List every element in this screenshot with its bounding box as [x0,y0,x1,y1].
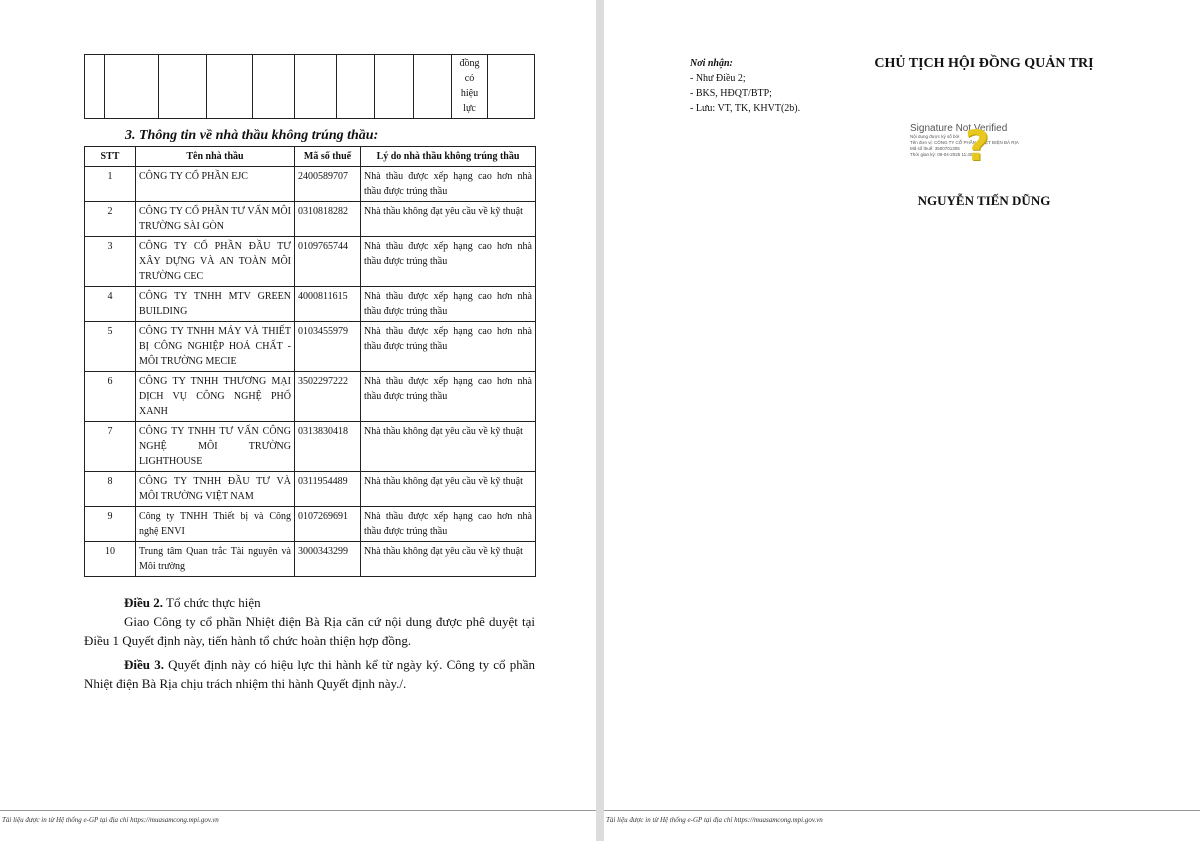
table-row [85,422,536,472]
article-2-label: Điều 2. [124,595,163,610]
unsuccessful-bidders-table [84,146,536,577]
table-cell [295,55,337,119]
row-stt: 9 [85,507,136,542]
header-stt: STT [85,147,136,167]
table-cell-continued [452,55,488,119]
row-reason: Nhà thầu được xếp hạng cao hơn nhà thầu được trúng thầu [361,287,536,322]
table-cell [207,55,253,119]
row-tax-code: 4000811615 [295,287,361,322]
footer-text: Tài liệu được in từ Hệ thống e-GP tại địa chỉ https://muasamcong.mpi.gov.vn [606,816,823,824]
signature-detail: Thời gian ký: 09-04-2025 11:40:54 [910,152,979,157]
table-cell [253,55,295,119]
article-2 [84,593,535,612]
row-tax-code: 2400589707 [295,167,361,202]
row-tax-code: 3000343299 [295,542,361,577]
page-footer [0,810,596,824]
table-cell [414,55,452,119]
table-cell [488,55,535,119]
row-bidder-name: CÔNG TY TNHH ĐẦU TƯ VÀ MÔI TRƯỜNG VIỆT NAM [136,472,295,507]
row-reason: Nhà thầu không đạt yêu cầu về kỹ thuật [361,422,536,472]
table-row [85,287,536,322]
table-row [85,322,536,372]
row-tax-code: 0103455979 [295,322,361,372]
table-row [85,202,536,237]
digital-signature-box[interactable] [910,123,1070,173]
row-tax-code: 0311954489 [295,472,361,507]
table-row [85,372,536,422]
cell-line: hiệu [460,88,479,99]
row-bidder-name: CÔNG TY CỔ PHẦN ĐẦU TƯ XÂY DỰNG VÀ AN TOÀN MÔI TRƯỜNG CEC [136,237,295,287]
table-row [85,167,536,202]
article-3 [84,655,535,693]
row-bidder-name: Trung tâm Quan trắc Tài nguyên và Môi trường [136,542,295,577]
recipient-item: - Như Điều 2; [690,73,746,84]
table-cell [105,55,159,119]
row-bidder-name: CÔNG TY TNHH TƯ VẤN CÔNG NGHỆ MÔI TRƯỜNG LIGHTHOUSE [136,422,295,472]
document-page-left [0,0,596,841]
row-reason: Nhà thầu được xếp hạng cao hơn nhà thầu được trúng thầu [361,167,536,202]
row-reason: Nhà thầu được xếp hạng cao hơn nhà thầu được trúng thầu [361,322,536,372]
row-reason: Nhà thầu không đạt yêu cầu về kỹ thuật [361,472,536,507]
signature-status: Signature Not Verified [910,123,1008,134]
table-cell [159,55,207,119]
row-tax-code: 0310818282 [295,202,361,237]
row-tax-code: 3502297222 [295,372,361,422]
row-reason: Nhà thầu không đạt yêu cầu về kỹ thuật [361,542,536,577]
row-bidder-name: CÔNG TY TNHH MTV GREEN BUILDING [136,287,295,322]
table-cell [85,55,105,119]
table-cell [375,55,414,119]
table-body [85,167,536,577]
row-stt: 3 [85,237,136,287]
footer-text: Tài liệu được in từ Hệ thống e-GP tại địa chỉ https://muasamcong.mpi.gov.vn [2,816,219,824]
row-stt: 7 [85,422,136,472]
question-mark-icon: ? [965,121,990,170]
row-stt: 4 [85,287,136,322]
recipients-title: Nơi nhận: [690,58,733,69]
cell-line: đồng [459,58,480,69]
recipients-block [690,56,800,116]
signer-name: NGUYỄN TIẾN DŨNG [917,193,1051,208]
table-row [85,472,536,507]
row-reason: Nhà thầu được xếp hạng cao hơn nhà thầu được trúng thầu [361,237,536,287]
previous-table-fragment [84,54,535,119]
row-stt: 6 [85,372,136,422]
signature-detail: Nội dung được ký số bởi [910,134,960,139]
cell-line: có [464,73,475,84]
article-3-text: Quyết định này có hiệu lực thi hành kể từ ngày ký. Công ty cổ phần Nhiệt điện Bà Rịa chịu trách nhiệm thi hành Quyết định này./. [84,657,536,691]
row-bidder-name: CÔNG TY TNHH MÁY VÀ THIẾT BỊ CÔNG NGHIỆP HOÁ CHẤT - MÔI TRƯỜNG MECIE [136,322,295,372]
row-stt: 8 [85,472,136,507]
page-footer [604,810,1200,824]
row-tax-code: 0109765744 [295,237,361,287]
section-title: 3. Thông tin về nhà thầu không trúng thầu: [125,128,379,143]
recipient-item: - Lưu: VT, TK, KHVT(2b). [690,103,801,114]
row-bidder-name: CÔNG TY TNHH THƯƠNG MẠI DỊCH VỤ CÔNG NGHỆ PHỐ XANH [136,372,295,422]
recipient-item: - BKS, HĐQT/BTP; [690,88,772,99]
cell-line: lực [463,103,476,114]
row-tax-code: 0313830418 [295,422,361,472]
table-row [85,507,536,542]
article-3-label: Điều 3. [124,657,164,672]
row-stt: 1 [85,167,136,202]
header-bidder-name: Tên nhà thầu [136,147,295,167]
row-bidder-name: CÔNG TY CỔ PHẦN EJC [136,167,295,202]
header-tax-code: Mã số thuế [295,147,361,167]
table-row [85,542,536,577]
signature-detail: Tên đơn vị: CÔNG TY CỔ PHẦN NHIỆT ĐIỆN BÀ RỊA [910,140,1019,145]
row-stt: 2 [85,202,136,237]
row-reason: Nhà thầu được xếp hạng cao hơn nhà thầu được trúng thầu [361,507,536,542]
article-2-text: Giao Công ty cổ phần Nhiệt điện Bà Rịa căn cứ nội dung được phê duyệt tại Điều 1 Quyết định này, tiến hành tổ chức hoàn thiện hợp đồng. [84,614,535,648]
row-tax-code: 0107269691 [295,507,361,542]
row-reason: Nhà thầu được xếp hạng cao hơn nhà thầu được trúng thầu [361,372,536,422]
document-page-right [604,0,1200,841]
row-bidder-name: Công ty TNHH Thiết bị và Công nghệ ENVI [136,507,295,542]
header-reason: Lý do nhà thầu không trúng thầu [361,147,536,167]
article-2-body [84,612,535,650]
table-header-row [85,147,536,167]
page-separator [596,0,604,841]
signature-detail: Mã số thuế: 3500701305 [910,146,960,151]
table-row [85,237,536,287]
row-stt: 5 [85,322,136,372]
row-reason: Nhà thầu không đạt yêu cầu về kỹ thuật [361,202,536,237]
chairman-title: CHỦ TỊCH HỘI ĐỒNG QUẢN TRỊ [874,56,1094,71]
table-cell [337,55,375,119]
article-2-heading: Tổ chức thực hiện [166,595,261,610]
row-stt: 10 [85,542,136,577]
row-bidder-name: CÔNG TY CỔ PHẦN TƯ VẤN MÔI TRƯỜNG SÀI GÒN [136,202,295,237]
